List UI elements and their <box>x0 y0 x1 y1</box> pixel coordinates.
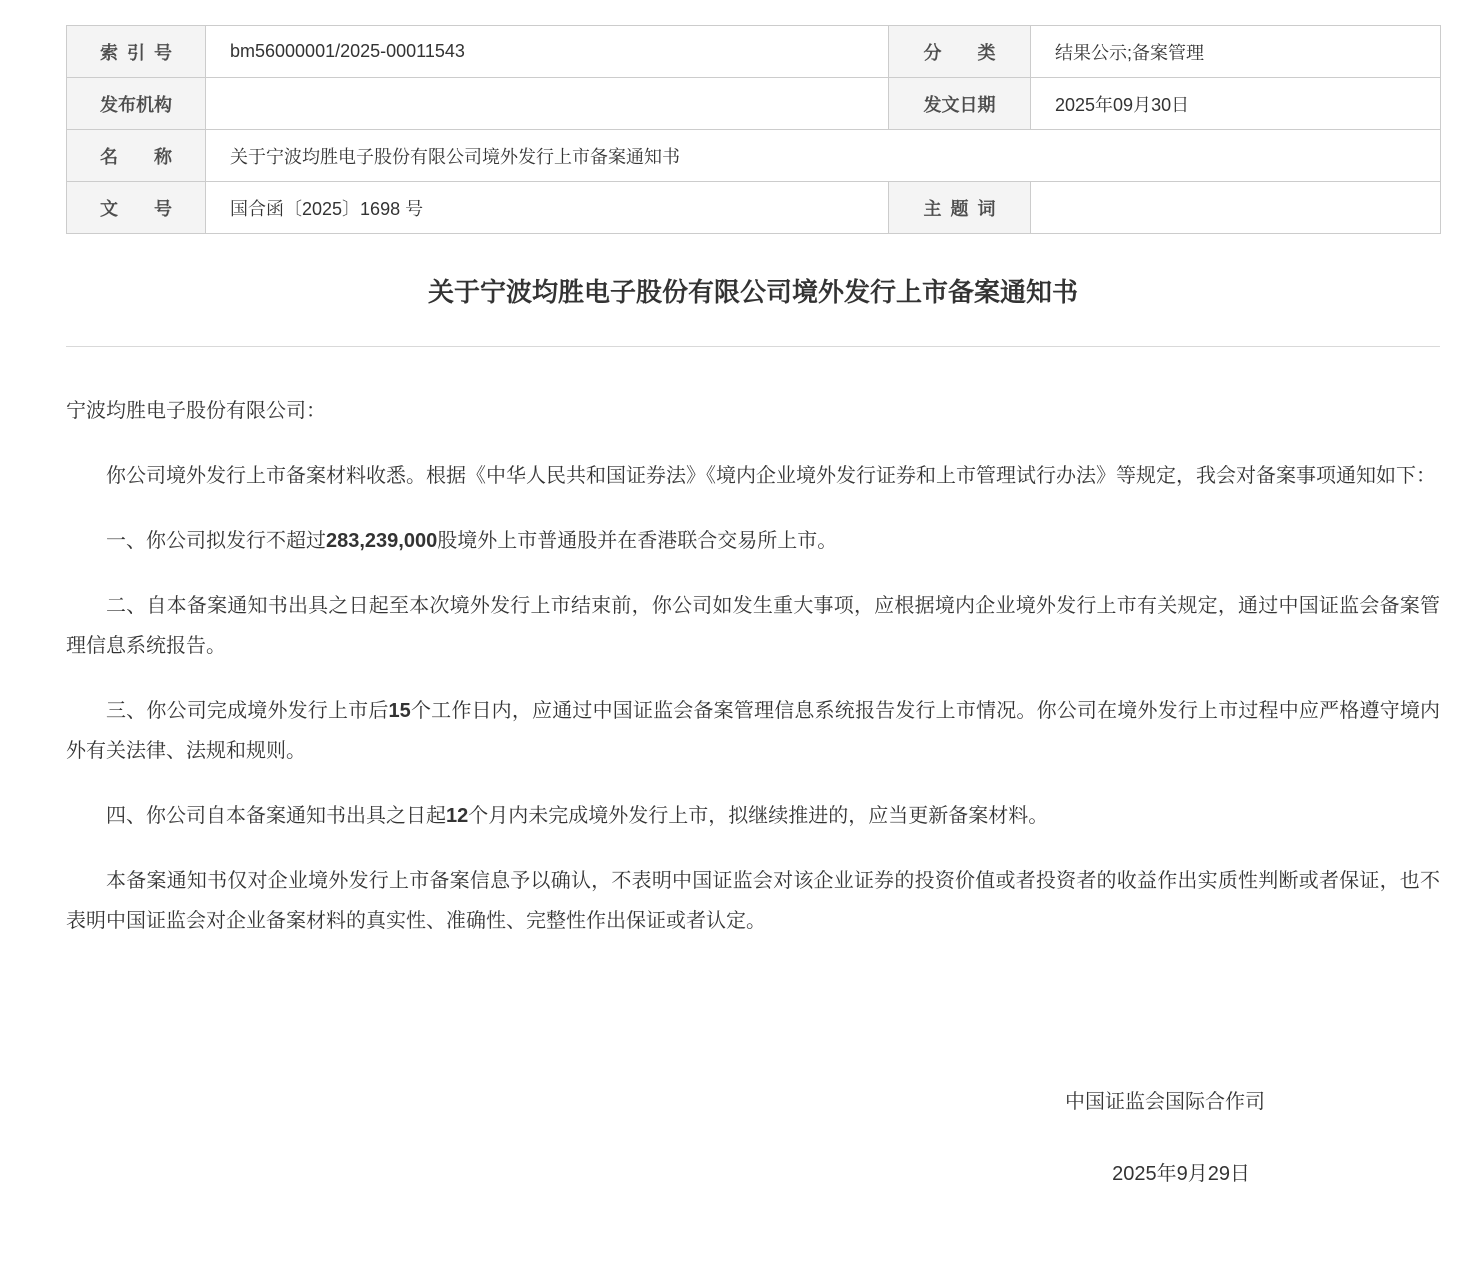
body-paragraph: 你公司境外发行上市备案材料收悉。根据《中华人民共和国证券法》《境内企业境外发行证券和上市管理试行办法》等规定，我会对备案事项通知如下： <box>106 465 1436 487</box>
meta-row <box>67 130 1441 182</box>
meta-value-index: bm56000001/2025-00011543 <box>206 26 889 78</box>
body-paragraph: 二、自本备案通知书出具之日起至本次境外发行上市结束前，你公司如发生重大事项，应根据境内企业境外发行上市有关规定，通过中国证监会备案管理信息系统报告。 <box>66 595 1440 657</box>
body-paragraph: 四、你公司自本备案通知书出具之日起12个月内未完成境外发行上市，拟继续推进的，应当更新备案材料。 <box>106 805 1049 827</box>
share-count: 283,239,000 <box>326 530 438 552</box>
document-body <box>66 391 1440 1194</box>
page-title: 关于宁波均胜电子股份有限公司境外发行上市备案通知书 <box>427 277 1078 307</box>
body-paragraph: 一、你公司拟发行不超过283,239,000股境外上市普通股并在香港联合交易所上市。 <box>106 530 838 552</box>
meta-label-doc-number: 文号 <box>67 182 206 234</box>
signature-date: 2025年9月29日 <box>1112 1163 1250 1185</box>
months-count: 12 <box>446 805 469 827</box>
meta-label-subject-words: 主题词 <box>889 182 1031 234</box>
meta-label-issuing-agency: 发布机构 <box>67 78 206 130</box>
meta-row <box>67 26 1441 78</box>
meta-label-index: 索引号 <box>67 26 206 78</box>
meta-value-name: 关于宁波均胜电子股份有限公司境外发行上市备案通知书 <box>206 130 1441 182</box>
meta-value-doc-number: 国合函〔2025〕1698 号 <box>206 182 889 234</box>
signature-department: 中国证监会国际合作司 <box>1065 1091 1265 1113</box>
meta-value-subject-words <box>1031 182 1441 234</box>
salutation: 宁波均胜电子股份有限公司： <box>66 400 326 422</box>
working-days-count: 15 <box>388 700 411 722</box>
meta-value-category: 结果公示;备案管理 <box>1031 26 1441 78</box>
meta-value-issuing-agency <box>206 78 889 130</box>
meta-value-issue-date: 2025年09月30日 <box>1031 78 1441 130</box>
signature-block <box>66 1082 1440 1194</box>
meta-label-category: 分类 <box>889 26 1031 78</box>
meta-row <box>67 182 1441 234</box>
meta-row <box>67 78 1441 130</box>
title-divider <box>66 346 1440 347</box>
meta-label-name: 名称 <box>67 130 206 182</box>
body-paragraph: 三、你公司完成境外发行上市后15个工作日内，应通过中国证监会备案管理信息系统报告发行上市情况。你公司在境外发行上市过程中应严格遵守境内外有关法律、法规和规则。 <box>66 700 1440 762</box>
meta-table <box>66 25 1441 234</box>
body-paragraph: 本备案通知书仅对企业境外发行上市备案信息予以确认，不表明中国证监会对该企业证券的投资价值或者投资者的收益作出实质性判断或者保证，也不表明中国证监会对企业备案材料的真实性、准确性、完整性作出保证或者认定。 <box>66 870 1440 932</box>
meta-label-issue-date: 发文日期 <box>889 78 1031 130</box>
